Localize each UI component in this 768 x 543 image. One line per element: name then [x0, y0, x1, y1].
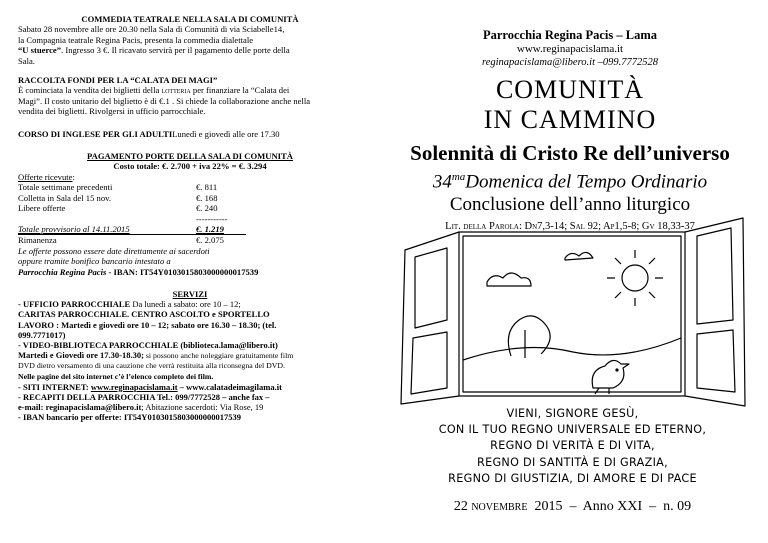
footer-separator: – [569, 499, 577, 514]
comedy-line: la Compagnia teatrale Regina Pacis, presenta la commedia dialettale [18, 34, 254, 45]
issue-number: n. 09 [663, 499, 692, 514]
prayer-line: REGNO DI SANTITÀ E DI GRAZIA, [477, 455, 668, 469]
library-hours: Martedì e Giovedì ore 17.30-18.30; [18, 350, 144, 361]
priests-address: ; Abitazione sacerdoti: Via Rose, 19 [141, 402, 264, 413]
footer-separator: – [649, 499, 657, 514]
issue-footer [395, 498, 750, 516]
bulletin-title: COMUNITÀ [495, 75, 645, 104]
issue-date: 22 novembre [453, 499, 528, 514]
services-line: - VIDEO-BIBLIOTECA PARROCCHIALE (biblioteca.lama@libero.it) [18, 339, 278, 350]
sites-label: - SITI INTERNET: [18, 381, 91, 392]
services-line [18, 299, 362, 309]
fundraising-title: RACCOLTA FONDI PER LA “CALATA DEI MAGI” [18, 75, 218, 86]
offer-row [18, 193, 362, 203]
offer-label: Libere offerte [18, 203, 66, 214]
offer-label: Colletta in Sala del 15 nov. [18, 192, 112, 203]
left-shutter [401, 232, 459, 404]
prayer [395, 406, 750, 487]
tree [508, 316, 550, 356]
bird [592, 360, 629, 388]
sunday-title [400, 166, 740, 193]
parish-name: Parrocchia Regina Pacis – Lama [482, 28, 658, 42]
fundraising-text: per finanziare la “Calata dei [190, 85, 290, 96]
readings: Lit. della Parola: Dn7,3-14; Sal 92; Ap1,5-8; Gv 18,33-37 [445, 221, 695, 233]
doors-title: PAGAMENTO PORTE DELLA SALA DI COMUNITÀ [87, 151, 293, 162]
services-line: DVD dietro versamento di una cauzione che verrà restituita alla riconsegna del DVD. [18, 361, 285, 371]
email-label: e-mail: reginapacislama@libero.it [18, 402, 142, 413]
offer-value: €. 240 [196, 203, 218, 214]
solemnity-title: Solennità di Cristo Re dell’universo [410, 141, 730, 165]
iban-code: - IBAN: IT54Y0103015803000000017539 [106, 266, 259, 277]
services-line: LAVORO : Martedì e giovedì ore 10 – 12; sabato ore 16.30 – 18.30; (tel. [18, 319, 277, 330]
english-course [18, 129, 362, 139]
office-hours: Da lunedì a sabato: ore 10 – 12; [132, 299, 241, 310]
services-section [18, 289, 362, 423]
prayer-line: REGNO DI GIUSTIZIA, DI AMORE E DI PACE [448, 471, 697, 485]
dash-row [18, 214, 362, 224]
remaining-row [18, 235, 362, 245]
doors-cost: Costo totale: €. 2.700 + iva 22% = €. 3.294 [113, 161, 267, 172]
offer-value: €. 811 [196, 182, 218, 193]
sunday-number: 34 [432, 171, 452, 193]
cloud [565, 252, 593, 260]
parish-contact: reginapacislama@libero.it –099.7772528 [482, 57, 658, 68]
comedy-line: Sala. [18, 55, 35, 66]
offers-label-text: Offerte ricevute [18, 171, 73, 182]
fundraising-line: Magi”. Il costo unitario del biglietto è di €.1 . Si chiede la collaborazione anche nella [18, 95, 311, 106]
services-line: CARITAS PARROCCHIALE. CENTRO ASCOLTO e SPORTELLO [18, 309, 270, 320]
offers-note: oppure tramite bonifico bancario intestato a [18, 256, 171, 267]
services-line: 099.7771017) [18, 329, 66, 340]
lottery-word: lotteria [161, 85, 191, 96]
window-illustration [395, 210, 750, 410]
comedy-line [18, 45, 362, 55]
fundraising-section [18, 75, 362, 117]
prayer-line: VIENI, SIGNORE GESÙ, [506, 407, 639, 420]
issue-volume: Anno XXI [582, 499, 643, 514]
offer-label: Totale settimane precedenti [18, 182, 113, 193]
offers-label [18, 172, 362, 182]
services-line: Nelle pagine del sito internet c’è l’elenco completo dei film. [18, 371, 214, 381]
sunday-text: Domenica del Tempo Ordinario [465, 171, 708, 193]
left-column [18, 14, 362, 423]
offer-value: €. 168 [196, 192, 218, 203]
services-line: - IBAN bancario per offerte: IT54Y0103015803000000017539 [18, 412, 241, 423]
fundraising-line [18, 85, 362, 95]
provisional-value: €. 1.219 [196, 223, 224, 234]
comedy-play-name: “U stuerce” [18, 45, 62, 56]
right-shutter [685, 218, 745, 406]
offer-row [18, 203, 362, 213]
prayer-line: CON IL TUO REGNO UNIVERSALE ED ETERNO, [438, 423, 707, 437]
sunday-ordinal: ma [451, 171, 466, 183]
issue-year: 2015 [534, 499, 563, 514]
bulletin-title: IN CAMMINO [483, 105, 657, 134]
site-link-2[interactable]: – www.calatadeimagilama.it [177, 381, 282, 392]
prayer-line: REGNO DI VERITÀ E DI VITA, [490, 439, 655, 453]
services-line [18, 402, 362, 412]
provisional-label: Totale provvisorio al 14.11.2015 [18, 223, 130, 234]
remaining-label: Rimanenza [18, 235, 57, 246]
comedy-line-rest: . Ingresso 3 €. Il ricavato servirà per il pagamento delle porte della [61, 45, 290, 56]
services-title: SERVIZI [172, 288, 208, 299]
english-course-title: CORSO DI INGLESE PER GLI ADULTI [18, 128, 173, 139]
horizon [463, 338, 681, 360]
sun [622, 265, 648, 291]
cloud [487, 273, 531, 286]
services-line [18, 350, 362, 361]
dash-separator: ----------- [196, 213, 228, 224]
english-course-detail: Lunedì e giovedì alle ore 17.30 [172, 128, 280, 139]
library-note: si possono anche noleggiare gratuitamente film [143, 351, 294, 361]
window-frame [459, 232, 685, 396]
offers-label-colon: : [72, 171, 75, 182]
conclusion-title: Conclusione dell’anno liturgico [449, 194, 691, 216]
parish-website[interactable]: www.reginapacislama.it [516, 43, 624, 55]
office-label: - UFFICIO PARROCCHIALE [18, 299, 133, 310]
right-header [400, 28, 740, 234]
comedy-section [18, 14, 362, 66]
fundraising-line: vendita dei biglietti. Rivolgersi in ufficio parrocchiale. [18, 106, 206, 117]
remaining-value: €. 2.075 [196, 235, 224, 246]
iban-holder: Parrocchia Regina Pacis [18, 266, 107, 277]
comedy-title: COMMEDIA TEATRALE NELLA SALA DI COMUNITÀ [81, 14, 299, 24]
doors-section [18, 151, 362, 277]
offers-note: Le offerte possono essere date direttamente ai sacerdoti [18, 245, 210, 256]
services-line: - RECAPITI DELLA PARROCCHIA Tel.: 099/7772528 – anche fax – [18, 391, 270, 402]
offer-row [18, 182, 362, 192]
iban-line [18, 267, 362, 277]
provisional-row [18, 224, 246, 235]
site-link[interactable]: www.reginapacislama.it [90, 381, 178, 392]
fundraising-text: È cominciata la vendita dei biglietti della [18, 85, 162, 96]
services-line [18, 382, 362, 392]
comedy-line: Sabato 28 novembre alle ore 20.30 nella Sala di Comunità di via Sciabelle14, [18, 24, 285, 35]
